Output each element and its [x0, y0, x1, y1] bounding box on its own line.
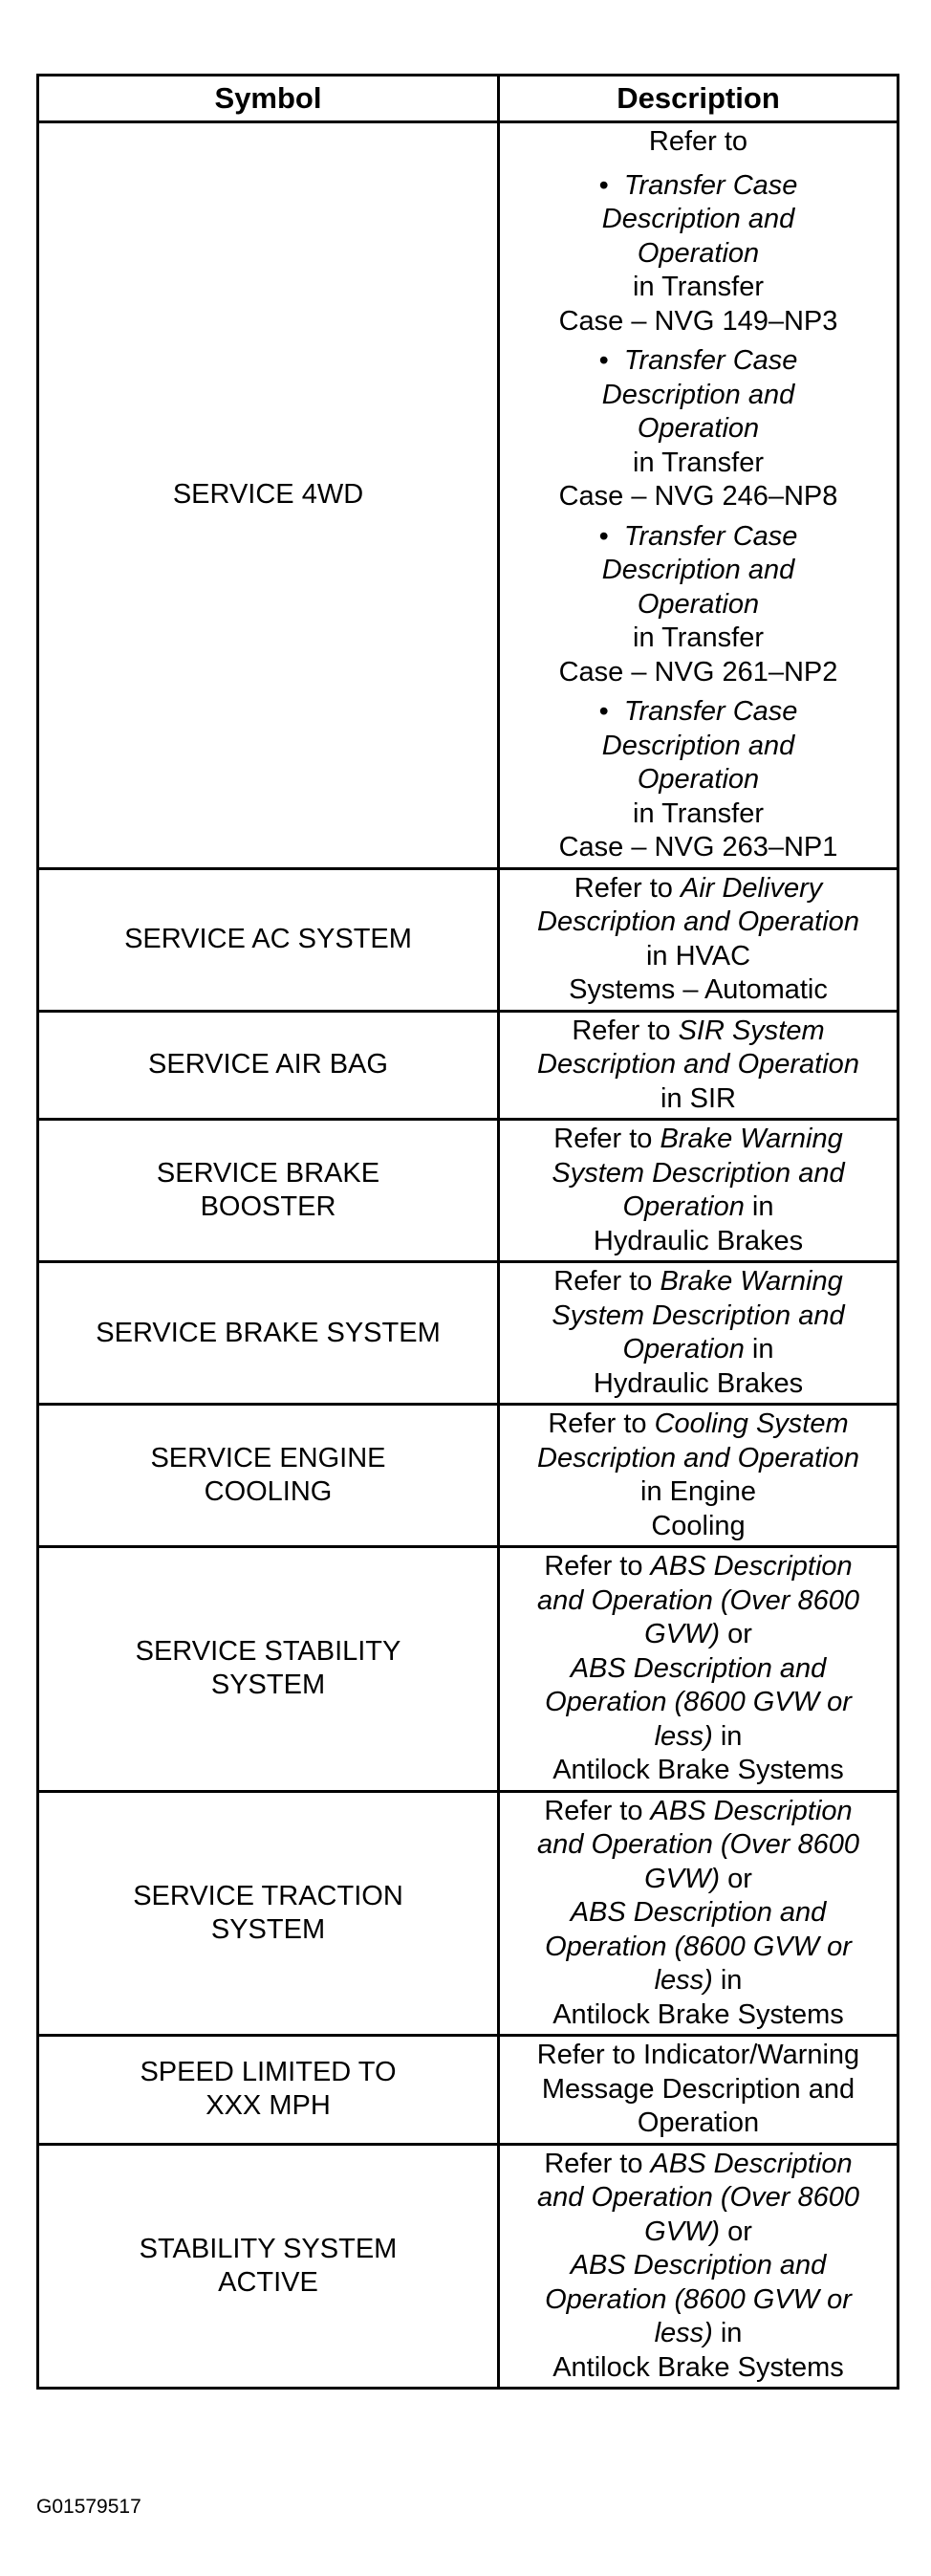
description-line	[506, 1015, 891, 1049]
reference-title-text: SIR System	[678, 1015, 825, 1046]
table-row	[38, 2144, 899, 2389]
bullet-reference	[506, 689, 891, 865]
symbol-text: SERVICE BRAKE SYSTEM	[96, 1317, 441, 1348]
reference-title-text: System Description and	[552, 1157, 845, 1189]
reference-title-text: Transfer Case	[623, 520, 798, 552]
description-line	[506, 1510, 891, 1544]
description-line	[506, 1048, 891, 1082]
reference-title-text: and Operation (Over 8600	[537, 1584, 859, 1616]
table-row	[38, 1405, 899, 1547]
reference-title-text: Description and Operation	[537, 1049, 859, 1080]
reference-title-text: and Operation (Over 8600	[537, 2182, 859, 2213]
description-line	[506, 1686, 891, 1720]
description-line	[506, 1123, 891, 1157]
description-line	[506, 906, 891, 940]
reference-title-text: System Description and	[552, 1299, 845, 1331]
description-line	[506, 2181, 891, 2216]
reference-title-text: and Operation (Over 8600	[537, 1829, 859, 1860]
reference-title-text: Transfer Case	[623, 169, 798, 201]
symbol-cell	[38, 1120, 499, 1262]
reference-case: Case – NVG 246–NP8	[558, 481, 838, 512]
symbol-cell	[38, 1547, 499, 1792]
description-line	[506, 1082, 891, 1117]
description-text: Antilock Brake Systems	[552, 1755, 844, 1785]
bullet-icon: •	[598, 345, 609, 376]
symbol-text: STABILITY SYSTEM	[139, 2233, 398, 2264]
reference-title-text: ABS Description	[650, 1795, 853, 1826]
description-line	[506, 1720, 891, 1755]
description-line	[506, 1863, 891, 1897]
symbol-cell	[38, 1011, 499, 1120]
reference-title-line	[506, 763, 891, 797]
reference-title-text: Operation	[637, 588, 760, 620]
description-line	[506, 2039, 891, 2073]
description-line	[506, 1265, 891, 1299]
symbol-text: SERVICE BRAKE	[156, 1158, 380, 1189]
description-line	[506, 1998, 891, 2033]
description-text: Hydraulic Brakes	[593, 1225, 804, 1256]
description-text: Refer to	[544, 1551, 651, 1582]
reference-title-text: GVW)	[644, 1619, 721, 1649]
reference-title-text: ABS Description and	[570, 1897, 827, 1928]
reference-title-text: Operation	[637, 413, 760, 444]
reference-title-text: less)	[654, 2318, 713, 2348]
symbol-description-table	[36, 74, 899, 2390]
reference-title-text: Description and	[601, 379, 795, 410]
figure-id: G01579517	[36, 2496, 141, 2518]
description-cell	[499, 2144, 899, 2389]
table-row	[38, 1120, 899, 1262]
reference-title-line	[506, 588, 891, 622]
description-line	[506, 1828, 891, 1863]
reference-title-text: less)	[654, 1965, 713, 1996]
reference-title-text: Description and Operation	[537, 906, 859, 937]
description-text: Refer to	[553, 1266, 660, 1297]
description-text: in	[744, 1334, 774, 1364]
description-text: or	[720, 1619, 752, 1649]
bullet-reference	[506, 338, 891, 514]
description-line	[506, 1896, 891, 1931]
symbol-cell	[38, 2144, 499, 2389]
description-line	[506, 1652, 891, 1687]
description-text: Antilock Brake Systems	[552, 1998, 844, 2030]
reference-title-line	[506, 554, 891, 588]
symbol-text: SERVICE 4WD	[172, 479, 364, 511]
symbol-text: SERVICE ENGINE	[150, 1443, 386, 1474]
description-line	[506, 2148, 891, 2182]
reference-title-text: Operation	[622, 1191, 745, 1222]
reference-title-text: ABS Description	[650, 2148, 853, 2179]
description-text: in	[712, 1720, 743, 1752]
description-line	[506, 1584, 891, 1619]
reference-title-text: less)	[654, 1720, 713, 1752]
description-line	[506, 1299, 891, 1334]
description-text: Refer to	[553, 1124, 660, 1154]
description-text: or	[720, 1863, 752, 1894]
reference-title-text: Operation	[637, 237, 760, 269]
symbol-table-container	[36, 74, 897, 2390]
description-line	[506, 1408, 891, 1442]
reference-title-text: Air Delivery	[680, 872, 823, 904]
symbol-text: SERVICE STABILITY	[135, 1636, 401, 1668]
bullet-icon: •	[598, 520, 609, 552]
description-cell	[499, 1011, 899, 1120]
description-line	[506, 1333, 891, 1367]
description-text: Refer to	[548, 1408, 655, 1439]
reference-title-text: Cooling System	[654, 1408, 849, 1439]
description-cell	[499, 1405, 899, 1547]
reference-location: in Transfer	[633, 797, 764, 829]
reference-title-text: Operation (8600 GVW or	[545, 1931, 852, 1962]
description-line	[506, 1157, 891, 1191]
symbol-text: COOLING	[204, 1476, 333, 1507]
table-row	[38, 122, 899, 869]
refer-to-text: Refer to	[648, 126, 748, 157]
description-cell	[499, 1120, 899, 1262]
description-line	[506, 2249, 891, 2283]
table-row	[38, 1262, 899, 1405]
reference-case: Case – NVG 149–NP3	[558, 305, 838, 337]
reference-title-text: Transfer Case	[623, 345, 798, 376]
table-body	[38, 122, 899, 2389]
bullet-icon: •	[598, 169, 609, 201]
symbol-cell	[38, 1791, 499, 2036]
reference-title-text: Transfer Case	[623, 696, 798, 727]
description-line	[506, 1618, 891, 1652]
description-text: Refer to Indicator/Warning	[536, 2040, 860, 2070]
description-text: in	[744, 1191, 774, 1222]
description-text: in HVAC	[645, 940, 751, 971]
reference-title-text: Description and	[601, 204, 795, 234]
description-line	[506, 2107, 891, 2141]
description-cell	[499, 2036, 899, 2145]
reference-title-line	[506, 169, 891, 204]
description-text: in	[712, 2318, 743, 2348]
reference-title-line	[506, 412, 891, 447]
symbol-text: SPEED LIMITED TO	[140, 2057, 397, 2088]
description-text: Message Description and	[541, 2073, 855, 2105]
reference-title-text: Operation (8600 GVW or	[545, 1687, 852, 1717]
description-text: Operation	[637, 2107, 760, 2138]
description-column-header: Description	[499, 76, 899, 122]
description-text: Systems – Automatic	[569, 974, 828, 1005]
symbol-column-header: Symbol	[38, 76, 499, 122]
reference-title-text: Operation (8600 GVW or	[545, 2283, 852, 2315]
description-line	[506, 2317, 891, 2351]
description-text: or	[720, 2216, 752, 2247]
reference-title-line	[506, 520, 891, 555]
description-line	[506, 1367, 891, 1402]
symbol-cell	[38, 2036, 499, 2145]
reference-title-text: Operation	[637, 764, 760, 795]
reference-title-line	[506, 730, 891, 764]
description-text: Refer to	[544, 1795, 651, 1826]
description-line	[506, 1225, 891, 1259]
description-text: Refer to	[572, 1015, 679, 1046]
description-text: in	[712, 1965, 743, 1996]
description-line	[506, 2216, 891, 2250]
reference-title-text: GVW)	[644, 1863, 721, 1894]
symbol-cell	[38, 868, 499, 1011]
table-row	[38, 1547, 899, 1792]
symbol-cell	[38, 122, 499, 869]
description-cell	[499, 868, 899, 1011]
symbol-text: SERVICE TRACTION	[133, 1880, 403, 1911]
reference-location: in Transfer	[633, 622, 764, 653]
reference-location: in Transfer	[633, 447, 764, 478]
reference-title-text: Description and	[601, 555, 795, 585]
table-header-row	[38, 76, 899, 122]
reference-title-text: ABS Description	[650, 1551, 853, 1582]
bullet-reference	[506, 514, 891, 690]
description-line	[506, 1442, 891, 1476]
reference-title-text: Brake Warning	[660, 1124, 843, 1154]
description-line	[506, 2073, 891, 2107]
reference-title-line	[506, 695, 891, 730]
symbol-text: XXX MPH	[206, 2090, 331, 2122]
description-line	[506, 973, 891, 1008]
description-line	[506, 1795, 891, 1829]
reference-title-text: Brake Warning	[660, 1266, 843, 1297]
reference-title-text: Description and Operation	[537, 1442, 859, 1474]
description-line	[506, 1931, 891, 1965]
symbol-text: SERVICE AIR BAG	[148, 1049, 388, 1081]
symbol-text: SYSTEM	[210, 1670, 326, 1701]
reference-title-line	[506, 344, 891, 379]
table-row	[38, 2036, 899, 2145]
description-text: Refer to	[574, 872, 681, 904]
reference-case: Case – NVG 263–NP1	[558, 832, 838, 862]
description-line	[506, 1475, 891, 1510]
description-cell	[499, 1262, 899, 1405]
symbol-text: ACTIVE	[218, 2266, 318, 2298]
table-row	[38, 868, 899, 1011]
reference-title-line	[506, 203, 891, 237]
description-line	[506, 872, 891, 906]
description-text: Hydraulic Brakes	[593, 1367, 804, 1399]
description-line	[506, 2351, 891, 2386]
bullet-icon: •	[598, 696, 609, 727]
description-text: Cooling	[651, 1510, 746, 1541]
reference-title-text: ABS Description and	[570, 1652, 827, 1684]
reference-title-text: GVW)	[644, 2216, 721, 2247]
bullet-reference	[506, 160, 891, 339]
description-line	[506, 1550, 891, 1584]
reference-title-text: Operation	[622, 1334, 745, 1364]
description-line	[506, 1754, 891, 1788]
description-cell	[499, 1791, 899, 2036]
description-text: Refer to	[544, 2148, 651, 2179]
reference-title-text: Description and	[601, 730, 795, 761]
table-row	[38, 1791, 899, 2036]
description-cell	[499, 1547, 899, 1792]
description-text: Antilock Brake Systems	[552, 2351, 844, 2383]
reference-case: Case – NVG 261–NP2	[558, 656, 838, 688]
description-text: in Engine	[640, 1476, 756, 1507]
description-line	[506, 2283, 891, 2318]
reference-title-text: ABS Description and	[570, 2250, 827, 2281]
description-cell	[499, 122, 899, 869]
reference-location: in Transfer	[633, 272, 764, 302]
description-text: in SIR	[660, 1082, 736, 1114]
symbol-cell	[38, 1405, 499, 1547]
reference-title-line	[506, 379, 891, 413]
symbol-text: BOOSTER	[200, 1191, 336, 1222]
table-row	[38, 1011, 899, 1120]
description-line	[506, 1964, 891, 1998]
symbol-cell	[38, 1262, 499, 1405]
reference-title-line	[506, 237, 891, 272]
description-line	[506, 1190, 891, 1225]
description-line	[506, 940, 891, 974]
symbol-text: SYSTEM	[210, 1913, 326, 1945]
symbol-text: SERVICE AC SYSTEM	[124, 924, 412, 954]
